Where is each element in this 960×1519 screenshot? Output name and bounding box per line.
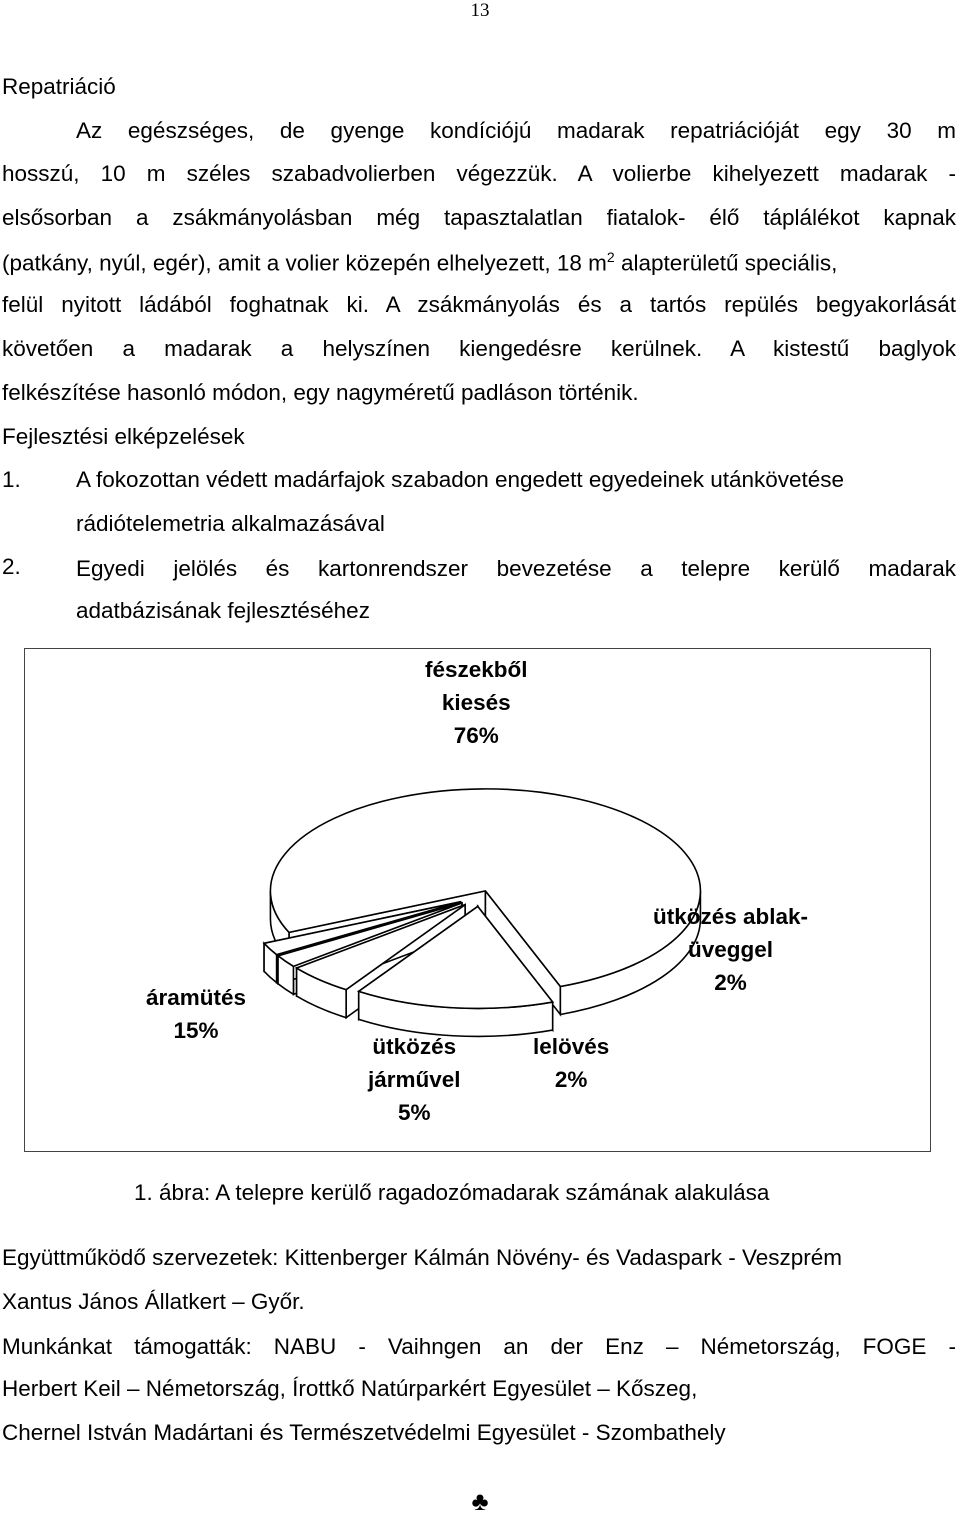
paragraph-line-7: felkészítése hasonló módon, egy nagyméretű padláson történik.: [2, 380, 639, 405]
paragraph-line-4-text: (patkány, nyúl, egér), amit a volier közepén elhelyezett, 18 m: [2, 250, 607, 276]
supporters-line-3: Chernel István Madártani és Természetvédelmi Egyesület - Szombathely: [2, 1420, 726, 1445]
list-item-2-line-2: adatbázisának fejlesztéséhez: [76, 598, 370, 623]
list-item-1-line-2: rádiótelemetria alkalmazásával: [76, 511, 385, 536]
list-item-1-line-1: A fokozottan védett madárfajok szabadon engedett egyedeinek utánkövetése: [76, 467, 845, 492]
label-line: kiesés: [441, 690, 511, 715]
label-line: 76%: [453, 723, 499, 748]
label-line: járművel: [368, 1067, 461, 1092]
label-ütközés-járművel: [368, 1030, 461, 1129]
cooperation-line-1: Együttműködő szervezetek: Kittenberger Kálmán Növény- és Vadaspark - Veszprém: [2, 1245, 842, 1270]
list-item-2-line-1: Egyedi jelölés és kartonrendszer bevezetése a telepre kerülő madarak: [76, 556, 956, 581]
paragraph-line-6: követően a madarak a helyszínen kiengedésre kerülnek. A kistestű baglyok: [2, 336, 956, 361]
label-line: lelövés: [533, 1034, 610, 1059]
paragraph-line-3: elsősorban a zsákmányolásban még tapasztalatlan fiatalok- élő táplálékot kapnak: [2, 205, 956, 230]
label-lelövés: [533, 1030, 609, 1096]
label-line: fészekből: [425, 657, 528, 682]
subsection-title: Fejlesztési elképzelések: [2, 424, 245, 449]
label-line: üveggel: [688, 937, 774, 962]
label-line: ütközés ablak-: [653, 904, 809, 929]
label-line: 15%: [173, 1018, 219, 1043]
label-line: 2%: [554, 1067, 588, 1092]
superscript-two: 2: [606, 249, 615, 265]
paragraph-line-4: [2, 249, 837, 277]
list-number-1: 1.: [2, 467, 21, 492]
club-icon: ♣: [471, 1486, 489, 1516]
page-number: 13: [470, 0, 490, 21]
label-fészekből-kiesés: [425, 653, 528, 752]
label-line: ütközés: [372, 1034, 457, 1059]
paragraph-line-2: hosszú, 10 m széles szabadvolierben végezzük. A volierbe kihelyezett madarak -: [2, 161, 956, 186]
pie-chart: [24, 648, 931, 1152]
section-title: Repatriáció: [2, 74, 116, 99]
paragraph-line-4-tail: alapterületű speciális,: [620, 250, 838, 276]
paragraph-line-1: Az egészséges, de gyenge kondíciójú madarak repatriációját egy 30 m: [76, 118, 956, 143]
list-number-2: 2.: [2, 554, 21, 579]
supporters-line-1: Munkánkat támogatták: NABU - Vaihngen an der Enz – Németország, FOGE -: [2, 1334, 956, 1359]
figure-caption: 1. ábra: A telepre kerülő ragadozómadarak számának alakulása: [134, 1180, 770, 1205]
supporters-line-2: Herbert Keil – Németország, Írottkő Natúrparkért Egyesület – Kőszeg,: [2, 1376, 698, 1401]
cooperation-line-2: Xantus János Állatkert – Győr.: [2, 1289, 305, 1314]
label-ütközés-ablaküveggel: [653, 900, 808, 999]
label-áramütés: [146, 981, 246, 1047]
paragraph-line-5: felül nyitott ládából foghatnak ki. A zsákmányolás és a tartós repülés begyakorlását: [2, 292, 956, 317]
label-line: áramütés: [146, 985, 247, 1010]
label-line: 5%: [398, 1100, 431, 1125]
label-line: 2%: [714, 970, 747, 995]
